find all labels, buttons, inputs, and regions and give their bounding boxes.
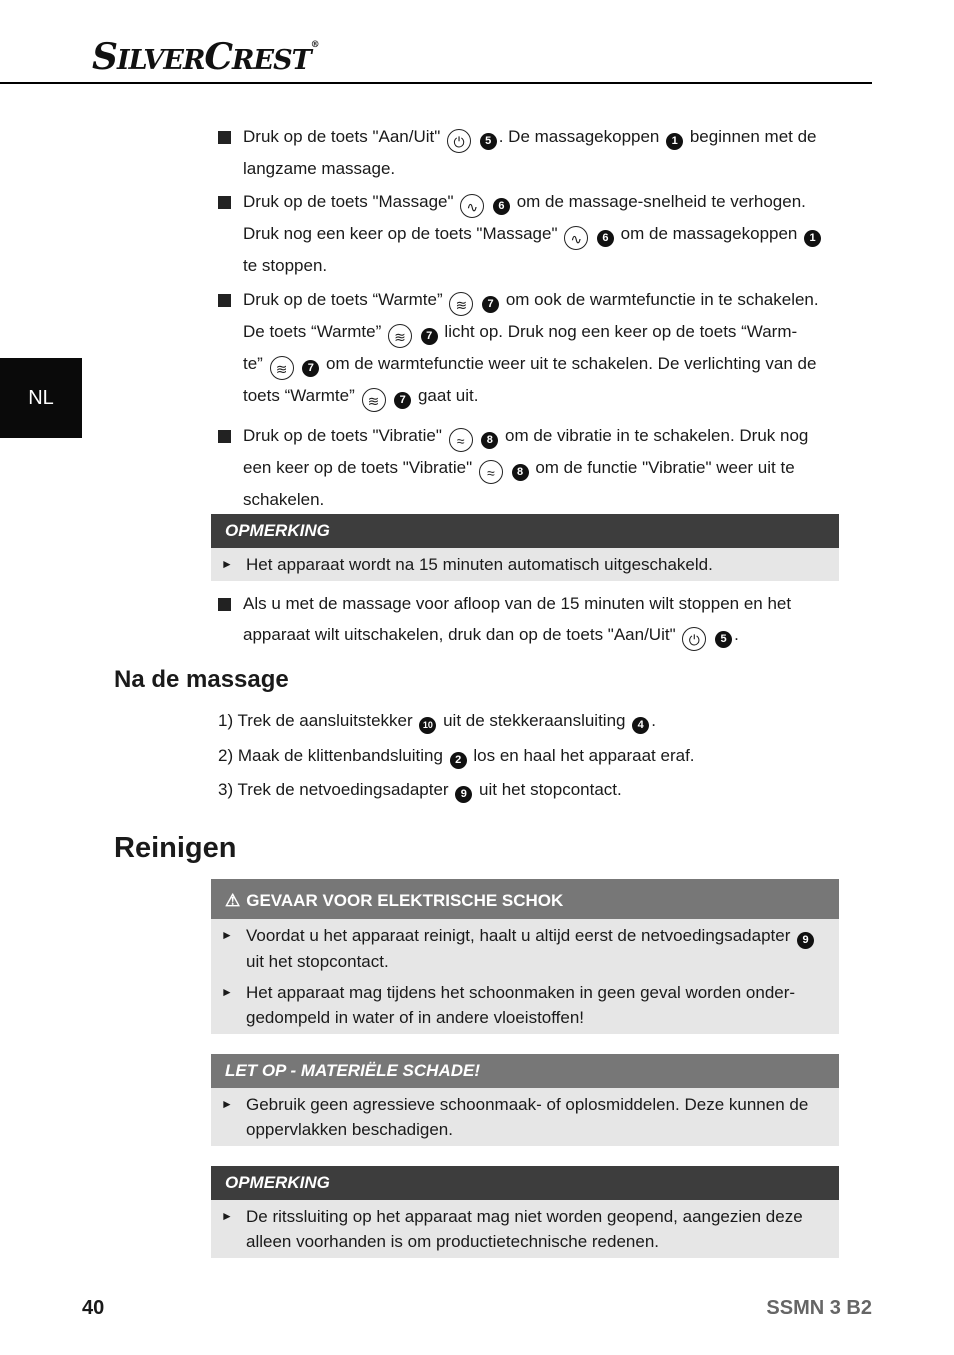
arrow-icon: ► (221, 1097, 233, 1111)
note-item: ► De ritssluiting op het apparaat mag niet worden geopend, aangezien deze alleen voorhanden is om productietechnische redenen. (221, 1204, 829, 1254)
note-body (211, 548, 839, 581)
step-item: 1) Trek de aansluitstekker 10 uit de stekkeraansluiting 4 . (218, 708, 656, 734)
caution-body (211, 1088, 839, 1146)
vibration-icon: ≈ (449, 428, 473, 452)
note-header: OPMERKING (211, 514, 839, 548)
item-number-badge: 1 (804, 230, 821, 247)
heat-icon: ≋ (362, 388, 386, 412)
heat-icon: ≋ (270, 356, 294, 380)
bullet-square (218, 196, 231, 209)
danger-body (211, 919, 839, 1034)
item-number-badge: 7 (394, 392, 411, 409)
danger-header: ⚠ GEVAAR VOOR ELEKTRISCHE SCHOK (211, 879, 839, 919)
heat-icon: ≋ (388, 324, 412, 348)
item-number-badge: 8 (481, 432, 498, 449)
arrow-icon: ► (221, 1209, 233, 1223)
step-item: 2) Maak de klittenbandsluiting 2 los en haal het apparaat eraf. (218, 743, 695, 769)
section-title-cleaning: Reinigen (114, 832, 237, 864)
vibration-icon: ≈ (479, 460, 503, 484)
arrow-icon: ► (221, 557, 233, 571)
arrow-icon: ► (221, 928, 233, 942)
item-number-badge: 5 (715, 631, 732, 648)
note-item: ► Voordat u het apparaat reinigt, haalt u altijd eerst de netvoedingsadapter 9 uit het stopcontact. (221, 923, 829, 974)
bullet-square (218, 131, 231, 144)
item-number-badge: 6 (597, 230, 614, 247)
warning-triangle-icon: ⚠ (225, 891, 241, 910)
bullet-square (218, 430, 231, 443)
bullet-item: Druk op de toets "Aan/Uit" ⏻ 5 . De massagekoppen 1 beginnen met de langzame massage. (218, 121, 840, 184)
bullet-item: Druk op de toets "Vibratie" ≈ 8 om de vibratie in te schakelen. Druk nog een keer op de toets "Vibratie" ≈ 8 om de functie "Vibratie" weer uit te schakelen. (218, 420, 840, 515)
bullet-item: Druk op de toets “Warmte” ≋ 7 om ook de warmtefunctie in te schakelen. De toets “Warmte” ≋ 7 licht op. Druk nog een keer op de toets “Warm- te” ≋ 7 om de warmtefunctie weer uit te schakelen. De verlichting van de toets “Warmte” ≋ 7 gaat uit. (218, 284, 840, 412)
power-icon: ⏻ (682, 627, 706, 651)
item-number-badge: 9 (797, 932, 814, 949)
page-number: 40 (82, 1297, 105, 1319)
item-number-badge: 10 (419, 717, 436, 734)
header-rule (0, 82, 872, 84)
item-number-badge: 2 (450, 752, 467, 769)
item-number-badge: 4 (632, 717, 649, 734)
massage-icon: ∿ (564, 226, 588, 250)
note-body (211, 1200, 839, 1258)
step-item: 3) Trek de netvoedingsadapter 9 uit het stopcontact. (218, 777, 622, 803)
item-number-badge: 7 (482, 296, 499, 313)
item-number-badge: 9 (455, 786, 472, 803)
power-icon: ⏻ (447, 129, 471, 153)
item-number-badge: 7 (421, 328, 438, 345)
massage-icon: ∿ (460, 194, 484, 218)
brand-logo: SILVERCREST® (92, 36, 319, 78)
item-number-badge: 6 (493, 198, 510, 215)
note-item: ► Gebruik geen agressieve schoonmaak- of oplosmiddelen. Deze kunnen de oppervlakken beschadigen. (221, 1092, 829, 1142)
heat-icon: ≋ (449, 292, 473, 316)
bullet-item: Druk op de toets "Massage" ∿ 6 om de massage-snelheid te verhogen. Druk nog een keer op de toets "Massage" ∿ 6 om de massagekoppen 1 te stoppen. (218, 186, 840, 281)
language-tab: NL (0, 358, 82, 438)
bullet-square (218, 598, 231, 611)
item-number-badge: 5 (480, 133, 497, 150)
arrow-icon: ► (221, 985, 233, 999)
item-number-badge: 7 (302, 360, 319, 377)
note-header: OPMERKING (211, 1166, 839, 1200)
item-number-badge: 8 (512, 464, 529, 481)
model-number: SSMN 3 B2 (766, 1297, 872, 1319)
item-number-badge: 1 (666, 133, 683, 150)
bullet-item: Als u met de massage voor afloop van de 15 minuten wilt stoppen en het apparaat wilt uitschakelen, druk dan op de toets "Aan/Uit" ⏻ 5 . (218, 588, 840, 651)
note-item: ► Het apparaat mag tijdens het schoonmaken in geen geval worden onder- gedompeld in water of in andere vloeistoffen! (221, 980, 829, 1030)
note-item: ► Het apparaat wordt na 15 minuten automatisch uitgeschakeld. (221, 552, 829, 577)
bullet-square (218, 294, 231, 307)
caution-header: LET OP - MATERIËLE SCHADE! (211, 1054, 839, 1088)
section-title-after-massage: Na de massage (114, 666, 289, 693)
